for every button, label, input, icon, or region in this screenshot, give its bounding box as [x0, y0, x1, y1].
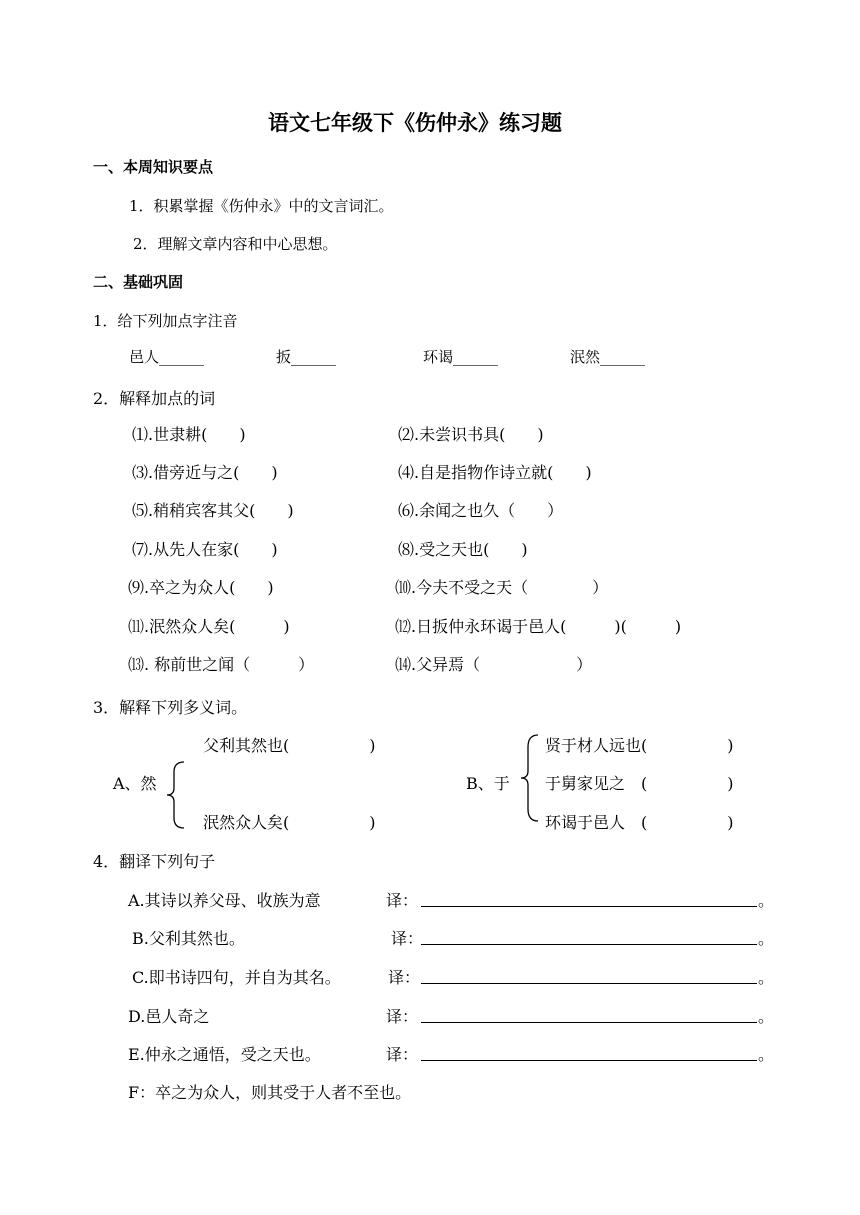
section1-item-2: 2．理解文章内容和中心思想。	[133, 235, 338, 253]
period: 。	[758, 1045, 775, 1064]
answer-line[interactable]	[421, 906, 757, 907]
q2-item-10: ⑽.今夫不受之天（ ）	[395, 578, 609, 597]
section1-heading: 一、本周知识要点	[93, 158, 214, 176]
q1-word-1: 邑人______	[129, 348, 205, 366]
q3-a-item-2: 泯然众人矣( )	[203, 813, 376, 832]
q4-translate-label: 译：	[386, 1007, 419, 1026]
q4-sentence-b: B.父利其然也。	[132, 929, 245, 948]
q3-b-label: B、于	[466, 774, 510, 793]
section1-item-1: 1．积累掌握《伤仲永》中的文言词汇。	[129, 197, 394, 215]
q2-item-6: ⑹.余闻之也久（ ）	[398, 501, 564, 520]
answer-line[interactable]	[421, 983, 757, 984]
left-brace-icon	[164, 760, 188, 830]
q1-word-2: 扳______	[276, 348, 337, 366]
period: 。	[758, 1007, 775, 1026]
q1-label: 1．给下列加点字注音	[93, 312, 238, 330]
q4-translate-label: 译：	[388, 968, 421, 987]
q4-sentence-f: F：卒之为众人，则其受于人者不至也。	[128, 1083, 412, 1102]
q3-label: 3．解释下列多义词。	[93, 698, 248, 717]
q2-item-4: ⑷.自是指物作诗立就( )	[398, 463, 592, 482]
q3-b-item-2: 于舅家见之 ( )	[545, 774, 734, 793]
q4-sentence-d: D.邑人奇之	[128, 1007, 210, 1026]
period: 。	[758, 891, 775, 910]
q2-item-11: ⑾.泯然众人矣( )	[128, 617, 290, 636]
q3-b-item-3: 环谒于邑人 ( )	[545, 813, 734, 832]
q2-label: 2．解释加点的词	[93, 389, 216, 408]
q2-item-2: ⑵.未尝识书具( )	[398, 425, 544, 444]
q2-item-8: ⑻.受之天也( )	[398, 540, 528, 559]
answer-line[interactable]	[421, 944, 757, 945]
left-brace-icon	[518, 733, 542, 823]
q2-item-14: ⒁.父异焉（ ）	[395, 655, 593, 674]
q2-item-5: ⑸.稍稍宾客其父( )	[132, 501, 294, 520]
q4-sentence-c: C.即书诗四句，并自为其名。	[132, 968, 341, 987]
q4-label: 4．翻译下列句子	[93, 852, 216, 871]
answer-line[interactable]	[421, 1022, 757, 1023]
q4-translate-label: 译：	[391, 929, 424, 948]
q4-sentence-a: A.其诗以养父母、收族为意	[128, 891, 321, 910]
q3-a-item-1: 父利其然也( )	[203, 736, 376, 755]
q2-item-3: ⑶.借旁近与之( )	[132, 463, 278, 482]
q2-item-12: ⑿.日扳仲永环谒于邑人( )( )	[395, 617, 682, 636]
q4-translate-label: 译：	[386, 891, 419, 910]
period: 。	[758, 968, 775, 987]
q2-item-7: ⑺.从先人在家( )	[132, 540, 278, 559]
section2-heading: 二、基础巩固	[93, 273, 184, 291]
q4-sentence-e: E.仲永之通悟，受之天也。	[128, 1045, 321, 1064]
q2-item-9: ⑼.卒之为众人( )	[128, 578, 274, 597]
q2-item-13: ⒀. 称前世之闻（ ）	[128, 655, 315, 674]
period: 。	[758, 929, 775, 948]
q1-word-4: 泯然______	[570, 348, 646, 366]
q2-item-1: ⑴.世隶耕( )	[132, 425, 246, 444]
q1-word-3: 环谒______	[423, 348, 499, 366]
q3-a-label: A、然	[113, 774, 157, 793]
page-title: 语文七年级下《伤仲永》练习题	[268, 111, 562, 135]
q3-b-item-1: 贤于材人远也( )	[545, 736, 734, 755]
answer-line[interactable]	[421, 1060, 757, 1061]
q4-translate-label: 译：	[386, 1045, 419, 1064]
